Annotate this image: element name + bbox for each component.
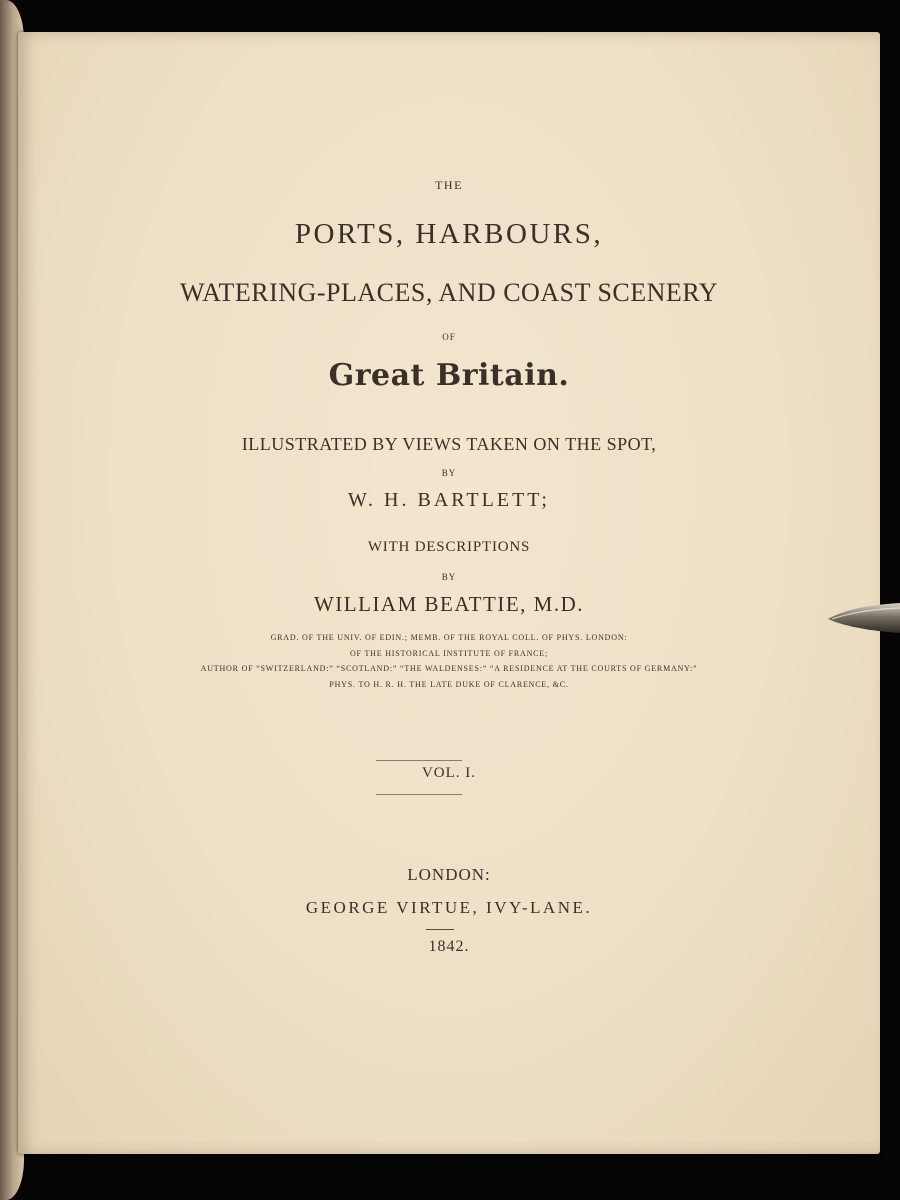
author-credential: OF THE HISTORICAL INSTITUTE OF FRANCE;	[349, 649, 549, 658]
imprint-dash	[426, 929, 454, 930]
imprint-publisher: GEORGE VIRTUE, IVY-LANE.	[305, 898, 593, 917]
author-credential: PHYS. TO H. R. H. THE LATE DUKE OF CLARENCE, &C.	[329, 680, 569, 689]
volume-rule-top	[376, 760, 462, 761]
title-of: OF	[442, 332, 456, 342]
author-credential: AUTHOR OF “SWITZERLAND:” “SCOTLAND:” “THE WALDENSES:” “A RESIDENCE AT THE COURTS OF GERMANY:”	[200, 664, 698, 673]
by-author: BY	[441, 572, 457, 582]
country-blackletter: Great Britain.	[328, 358, 570, 393]
illustrated-line: ILLUSTRATED BY VIEWS TAKEN ON THE SPOT,	[241, 434, 657, 454]
volume-label: VOL. I.	[421, 765, 477, 781]
by-artist: BY	[441, 468, 457, 478]
artist-name: W. H. BARTLETT;	[348, 489, 550, 511]
title-line-1: PORTS, HARBOURS,	[294, 218, 604, 250]
author-credential: GRAD. OF THE UNIV. OF EDIN.; MEMB. OF THE ROYAL COLL. OF PHYS. LONDON:	[270, 633, 628, 642]
with-descriptions: WITH DESCRIPTIONS	[367, 539, 531, 555]
metal-bookmark-icon	[828, 603, 900, 633]
title-article: THE	[435, 178, 463, 192]
title-page	[18, 32, 880, 1154]
title-line-2: WATERING-PLACES, AND COAST SCENERY	[179, 278, 718, 307]
imprint-city: LONDON:	[407, 865, 491, 884]
imprint-year: 1842.	[428, 938, 470, 955]
volume-rule-bottom	[376, 794, 462, 795]
author-name: WILLIAM BEATTIE, M.D.	[313, 592, 585, 616]
